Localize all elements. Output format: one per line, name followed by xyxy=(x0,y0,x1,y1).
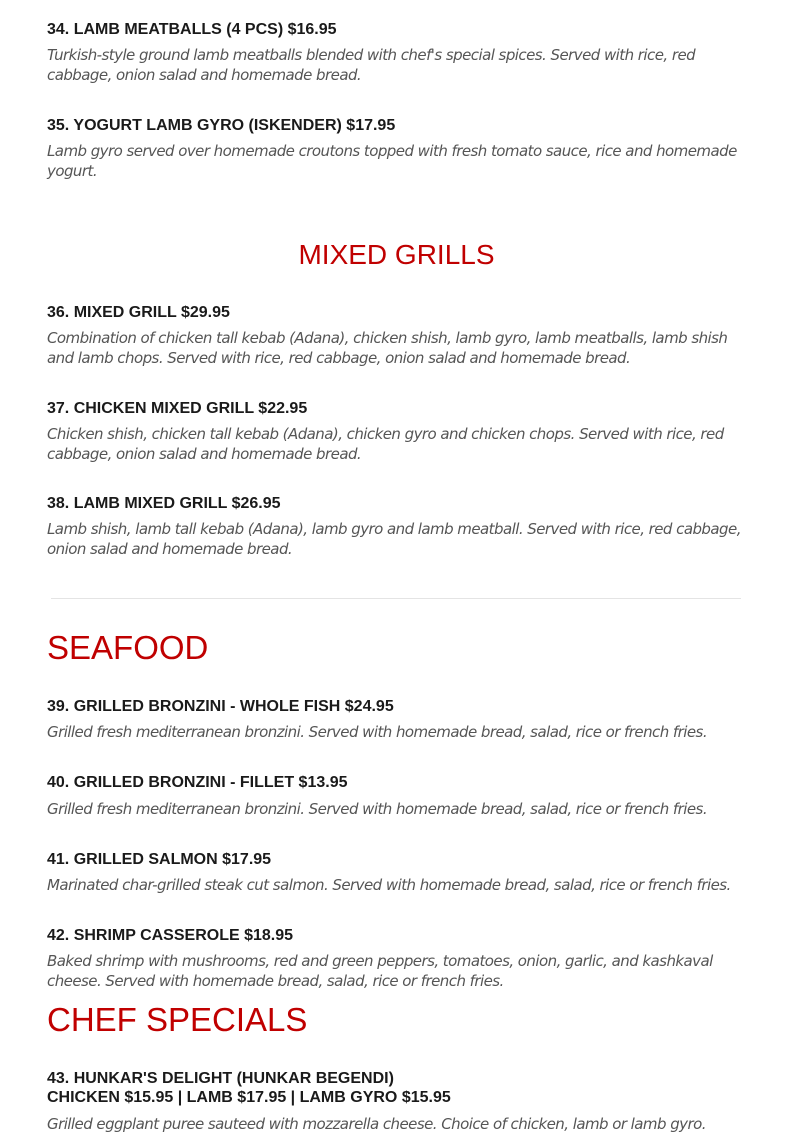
section-heading-mixed-grills: MIXED GRILLS xyxy=(298,239,495,270)
menu-item-title: 34. LAMB MEATBALLS (4 PCS) $16.95 xyxy=(47,21,337,38)
section-divider xyxy=(51,598,741,599)
menu-item-title: 35. YOGURT LAMB GYRO (ISKENDER) $17.95 xyxy=(47,117,396,134)
menu-item-description: Baked shrimp with mushrooms, red and green peppers, tomatoes, onion, garlic, and kashkaval cheese. Served with homemade bread, salad, rice or french fries. xyxy=(47,952,713,990)
menu-item-description: Combination of chicken tall kebab (Adana), chicken shish, lamb gyro, lamb meatballs, lamb shish and lamb chops. Served with rice, red cabbage, onion salad and homemade bread. xyxy=(47,329,728,367)
menu-item-title: 43. HUNKAR'S DELIGHT (HUNKAR BEGENDI) xyxy=(47,1070,394,1087)
menu-item-description: Chicken shish, chicken tall kebab (Adana), chicken gyro and chicken chops. Served with rice, red cabbage, onion salad and homemade bread. xyxy=(47,425,724,463)
menu-item-description: Lamb shish, lamb tall kebab (Adana), lamb gyro and lamb meatball. Served with rice, red cabbage, onion salad and homemade bread. xyxy=(47,520,741,558)
menu-item-title: 41. GRILLED SALMON $17.95 xyxy=(47,851,272,868)
menu-item-price-line: CHICKEN $15.95 | LAMB $17.95 | LAMB GYRO $15.95 xyxy=(47,1089,451,1106)
menu-item-title: 38. LAMB MIXED GRILL $26.95 xyxy=(47,495,281,512)
menu-item-title: 39. GRILLED BRONZINI - WHOLE FISH $24.95 xyxy=(47,698,394,715)
menu-item-title: 42. SHRIMP CASSEROLE $18.95 xyxy=(47,927,294,944)
menu-item-description: Turkish-style ground lamb meatballs blended with chef's special spices. Served with rice, red cabbage, onion salad and homemade bread. xyxy=(47,46,696,84)
menu-item-title: 37. CHICKEN MIXED GRILL $22.95 xyxy=(47,400,308,417)
section-heading-chef-specials: CHEF SPECIALS xyxy=(47,1001,308,1038)
menu-item-title: 40. GRILLED BRONZINI - FILLET $13.95 xyxy=(47,774,348,791)
menu-item-title: 36. MIXED GRILL $29.95 xyxy=(47,304,230,321)
menu-item-description: Grilled fresh mediterranean bronzini. Served with homemade bread, salad, rice or french fries. xyxy=(47,800,708,818)
menu-item-description: Grilled fresh mediterranean bronzini. Served with homemade bread, salad, rice or french fries. xyxy=(47,723,708,741)
menu-item-description: Grilled eggplant puree sauteed with mozzarella cheese. Choice of chicken, lamb or lamb gyro. xyxy=(47,1115,706,1133)
menu-item-description: Lamb gyro served over homemade croutons topped with fresh tomato sauce, rice and homemade yogurt. xyxy=(47,142,737,180)
section-heading-seafood: SEAFOOD xyxy=(47,629,209,666)
menu-item-description: Marinated char-grilled steak cut salmon. Served with homemade bread, salad, rice or french fries. xyxy=(47,876,731,894)
